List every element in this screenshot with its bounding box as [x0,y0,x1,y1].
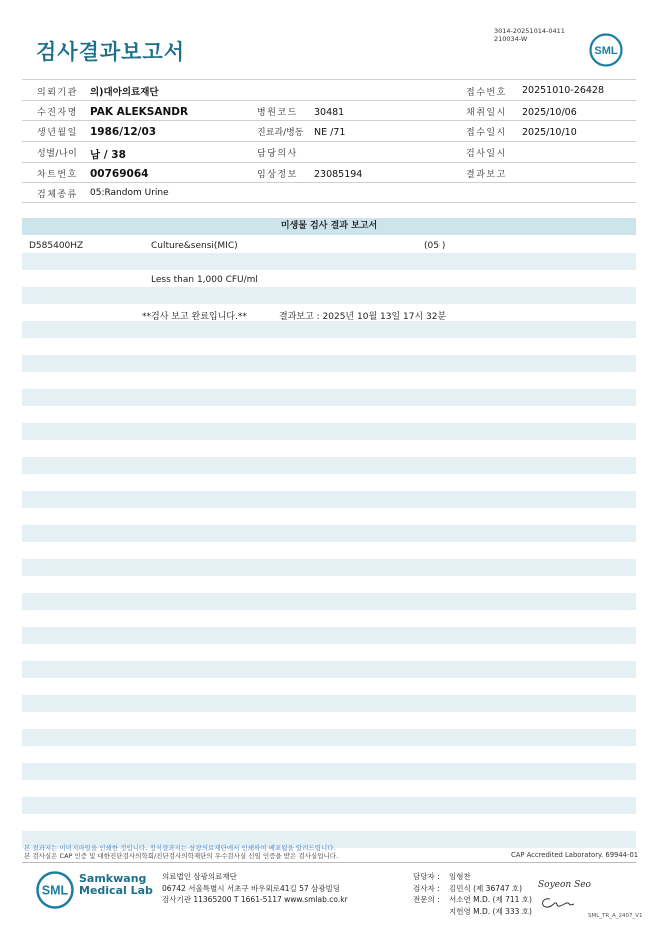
result-row-stripe [22,355,636,372]
brand-name [79,873,153,897]
result-row-stripe [22,525,636,542]
name-label: 수진자명 [37,108,78,118]
result-row-stripe [22,729,636,746]
signature: Soyeon Seo [538,880,591,890]
divider [22,182,636,183]
test-date-label: 검사일시 [466,149,507,159]
result-row-stripe [22,457,636,474]
receipt-date-label: 접수일시 [466,128,507,138]
results-section-title: 미생물 검사 결과 보고서 [22,218,636,235]
sml-logo-text: SML [594,45,618,57]
institution-label: 의뢰기관 [37,88,78,98]
divider [22,162,636,163]
page-title: 검사결과보고서 [36,40,186,64]
staff-name: 임형찬 [449,872,471,881]
completion-note: **검사 보고 완료입니다.** [142,312,247,322]
staff-label: 전문의 : [413,895,440,904]
sex-age-label: 성별/나이 [37,149,78,159]
staff-label: 검사자 : [413,883,440,893]
test-code: D585400HZ [29,241,84,251]
chart-no-value: 00769064 [90,168,149,180]
collect-date-value: 2025/10/06 [522,107,577,118]
collect-date-label: 채취일시 [466,108,507,118]
result-row-stripe [22,559,636,576]
sex-age-value: 남 / 38 [90,149,126,161]
samkwang-logo-icon [35,870,75,910]
divider [22,100,636,101]
sml-logo-icon [589,33,623,67]
clinical-info-value: 23085194 [314,169,363,180]
test-name: Culture&sensi(MIC) [151,241,238,251]
org-name: 의료법인 삼광의료재단 [162,872,237,881]
cap-accreditation: CAP Accredited Laboratory. 69944-01 [511,851,639,859]
staff-info [413,871,532,917]
specimen-value: 05:Random Urine [90,188,169,198]
report-time: 결과보고 : 2025년 10월 13일 17시 32분 [279,312,447,322]
accreditation-notice: 본 검사실은 CAP 인증 및 대한진단검사의학회/진단검사의학재단의 우수검사실 신임 인증을 받은 검사실입니다. [24,852,339,860]
result-row-stripe [22,253,636,270]
result-row-stripe [22,287,636,304]
receipt-no-value: 20251010-26428 [522,85,605,96]
staff-label: 담당자 : [413,872,440,881]
divider [22,120,636,121]
institution-value: 의)대아의료재단 [90,87,159,98]
receipt-no-label: 접수번호 [466,88,507,98]
hospital-code-label: 병원코드 [257,108,298,118]
dept-label: 진료과/병동 [257,128,304,138]
image-notice: 본 결과지는 이미지파일을 인쇄한 것입니다. 정식결과지는 삼광의료재단에서 인쇄하여 배포됨을 알려드립니다. [24,844,336,852]
staff-name: 김민식 (제 36747 호) [449,883,523,893]
specimen-label: 검체종류 [37,190,78,200]
name-value: PAK ALEKSANDR [90,106,189,118]
result-row-stripe [22,695,636,712]
staff-name: 서소연 M.D. (제 711 호) [449,895,532,904]
doctor-label: 담당의사 [257,149,298,159]
signature-scribble-icon [538,894,578,912]
brand-line2: Medical Lab [79,884,153,897]
document-id [494,27,565,43]
result-text: Less than 1,000 CFU/ml [151,275,258,285]
result-row-stripe [22,763,636,780]
result-row-stripe [22,491,636,508]
result-row-stripe [22,389,636,406]
document-id-line1: 3014-20251014-0411 [494,27,565,35]
result-row-stripe [22,797,636,814]
report-label: 결과보고 [466,170,507,180]
divider [22,202,636,203]
org-address: 06742 서울특별시 서초구 바우뫼로41길 57 삼광빌딩 [162,883,341,893]
document-id-line2: 210034-W [494,35,528,43]
divider [22,141,636,142]
receipt-date-value: 2025/10/10 [522,127,577,138]
result-row-stripe [22,321,636,338]
hospital-code-value: 30481 [314,107,345,118]
result-row-stripe [22,661,636,678]
footer-divider [22,862,636,863]
samkwang-logo-text: SML [41,883,69,898]
dob-label: 생년월일 [37,128,78,138]
divider [22,79,636,80]
clinical-info-label: 임상정보 [257,170,298,180]
staff-name: 지헌영 M.D. (제 333 호) [449,906,532,916]
dob-value: 1986/12/03 [90,126,157,138]
result-row-stripe [22,593,636,610]
form-code: SML_TR_A_2407_V1 [588,913,643,919]
brand-line1: Samkwang [79,872,147,885]
specimen-code: (05 ) [424,241,446,251]
dept-value: NE /71 [314,127,346,138]
chart-no-label: 차트번호 [37,170,78,180]
result-row-stripe [22,423,636,440]
org-contact: 검사기관 11365200 T 1661-5117 www.smlab.co.kr [162,895,348,904]
result-row-stripe [22,627,636,644]
organization-info [162,871,348,906]
